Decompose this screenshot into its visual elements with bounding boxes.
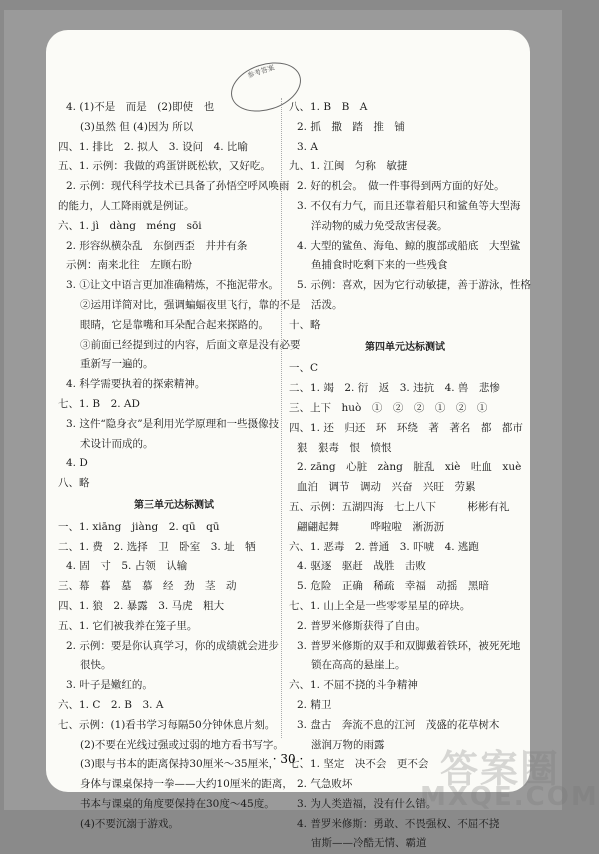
left-answer-line: 3. ①让文中语言更加准确精炼，不拖泥带水。 xyxy=(66,279,279,292)
right-answer-line: 3. 普罗米修斯的双手和双脚戴着铁环，被死死地 xyxy=(297,639,521,652)
right-answer-line: 五、示例：五湖四海 七上八下 彬彬有礼 xyxy=(289,500,510,513)
right-answer-line: 3. 为人类造福，没有什么错。 xyxy=(297,797,437,810)
left-answer-line: 4. 科学需要执着的探索精神。 xyxy=(66,378,206,391)
right-answer-line: 2. 精卫 xyxy=(297,698,332,711)
right-answer-line: 5. 示例：喜欢，因为它行动敏捷，善于游泳，性格 xyxy=(297,279,531,292)
right-answer-line: 5. 危险 正确 稀疏 幸福 动摇 黑暗 xyxy=(297,580,489,593)
left-answer-line: 六、1. C 2. B 3. A xyxy=(58,698,164,711)
left-answer-line: 一、1. xiāng jiàng 2. qū qū xyxy=(58,520,220,533)
left-answer-line: 四、1. 排比 2. 拟人 3. 设问 4. 比喻 xyxy=(58,140,248,153)
right-section-heading: 第四单元达标测试 xyxy=(365,341,445,353)
left-answer-line: 重新写一遍的。 xyxy=(80,358,154,371)
left-answer-line: 示例：南来北往 左顾右盼 xyxy=(66,259,192,272)
left-answer-line: 五、1. 示例：我做的鸡蛋饼既松软，又好吃。 xyxy=(58,160,271,173)
right-answer-line: 六、1. 恶毒 2. 普通 3. 吓唬 4. 逃跑 xyxy=(289,540,479,553)
right-answer-line: 一、C xyxy=(289,362,319,375)
right-answer-line: 2. zāng 心脏 zàng 脏乱 xiè 吐血 xuè xyxy=(297,461,522,474)
left-answer-line: 很快。 xyxy=(80,659,112,672)
left-answer-line: (3)眼与书本的距离保持30厘米～35厘米， xyxy=(80,758,280,771)
right-answer-line: 十、略 xyxy=(289,318,321,331)
right-answer-line: 4. 普罗米修斯：勇敢、不畏强权、不屈不挠 xyxy=(297,817,500,830)
right-answer-line: 2. 好的机会。 做一件事得到两方面的好处。 xyxy=(297,180,505,193)
right-answer-line: 九、1. 江闽 匀称 敏捷 xyxy=(289,160,408,173)
left-answer-line: 4. (1)不是 而是 (2)即使 也 xyxy=(66,101,215,113)
left-column xyxy=(58,98,301,834)
right-answer-line: 鱼捕食时吃剩下来的一些残食 xyxy=(311,259,448,272)
watermark-logo: 答案圈 xyxy=(440,747,561,791)
right-answer-line: 洋动物的威力免受敌害侵袭。 xyxy=(311,219,448,232)
right-answer-line: 宙斯——冷酷无情、霸道 xyxy=(311,837,427,850)
left-answer-line: 七、示例：(1)看书学习每隔50分钟休息片刻。 xyxy=(58,718,276,731)
left-answer-line: 眼睛，它是靠嘴和耳朵配合起来探路的。 xyxy=(80,318,269,331)
column-divider xyxy=(281,98,282,738)
left-answer-line: 2. 示例：现代科学技术已具备了孙悟空呼风唤雨 xyxy=(66,180,290,193)
right-answer-line: 2. 普罗米修斯获得了自由。 xyxy=(297,619,426,632)
right-answer-line: 二、1. 竭 2. 衍 返 3. 违抗 4. 兽 悲惨 xyxy=(289,382,500,395)
left-answer-line: 二、1. 费 2. 选择 卫 卧室 3. 址 牺 xyxy=(58,540,256,553)
answer-stamp: 参考答案 xyxy=(225,54,308,120)
left-answer-line: 五、1. 它们被我养在笼子里。 xyxy=(58,619,198,632)
left-answer-line: ②运用详简对比，强调蝙蝠夜里飞行，靠的不是 xyxy=(80,298,301,311)
left-answer-line: 的能力，人工降雨就是例证。 xyxy=(58,199,195,212)
right-answer-line: 4. 驱逐 驱赶 战胜 击败 xyxy=(297,560,426,573)
left-answer-line: 3. 叶子是嫩红的。 xyxy=(66,679,153,692)
left-answer-line: 2. 形容纵横杂乱 东倒西歪 井井有条 xyxy=(66,239,248,252)
right-answer-line: 2. 气急败坏 xyxy=(297,778,353,791)
right-answer-line: 4. 大型的鲨鱼、海龟、鲸的腹部或船底 大型鲨 xyxy=(297,239,521,252)
right-answer-line: 3. 盘古 奔流不息的江河 茂盛的花草树木 xyxy=(297,718,500,731)
left-answer-line: 书本与课桌的角度要保持在30度～45度。 xyxy=(80,797,275,810)
left-answer-line: 4. 固 寸 5. 占领 认输 xyxy=(66,560,188,573)
left-answer-line: 四、1. 狼 2. 暴露 3. 马虎 粗大 xyxy=(58,599,225,612)
right-answer-line: 八、1. B B A xyxy=(289,101,368,113)
right-answer-line: 3. 不仅有力气，而且还靠着船只和鲨鱼等大型海 xyxy=(297,199,521,212)
right-answer-line: 2. 抓 撒 踏 推 铺 xyxy=(297,120,405,133)
left-section-heading: 第三单元达标测试 xyxy=(134,499,214,511)
page-background xyxy=(4,10,562,850)
left-answer-line: 4. D xyxy=(66,457,88,470)
right-answer-line: 四、1. 还 归还 环 环绕 著 著名 都 都市 xyxy=(289,421,523,434)
right-answer-line: 七、1. 山上全是一些零零星星的碎块。 xyxy=(289,599,471,612)
right-answer-line: 锁在高高的悬崖上。 xyxy=(311,659,406,672)
left-answer-line: ③前面已经提到过的内容，后面文章是没有必要 xyxy=(80,338,301,351)
watermark-url: MXQE.COM xyxy=(420,782,599,812)
left-answer-line: (4)不要沉溺于游戏。 xyxy=(80,817,179,830)
left-answer-line: 六、1. jì dàng méng sōi xyxy=(58,219,202,232)
right-answer-line: 3. A xyxy=(297,140,318,153)
right-answer-line: 三、上下 huò ① ② ② ① ② ① xyxy=(289,401,488,414)
right-answer-line: 七、1. 坚定 决不会 更不会 xyxy=(289,758,429,771)
left-answer-line: 八、略 xyxy=(58,477,90,490)
page-number: · 30 · xyxy=(272,752,304,766)
left-answer-line: (2)不要在光线过强或过弱的地方看书写字。 xyxy=(80,738,284,751)
left-answer-line: 2. 示例：要是你认真学习，你的成绩就会进步 xyxy=(66,639,279,652)
left-answer-line: 三、幕 暮 墓 慕 经 劲 茎 动 xyxy=(58,580,237,593)
right-answer-line: 滋润万物的雨露 xyxy=(311,738,385,751)
left-answer-line: 身体与课桌保持一拳——大约10厘米的距离， xyxy=(80,778,293,791)
left-answer-line: (3)虽然 但 (4)因为 所以 xyxy=(80,120,194,133)
right-answer-line: 活泼。 xyxy=(311,298,343,311)
right-answer-line: 狠 狠毒 恨 愤恨 xyxy=(297,441,392,454)
left-answer-line: 七、1. B 2. AD xyxy=(58,397,140,410)
right-answer-line: 六、1. 不屈不挠的斗争精神 xyxy=(289,679,418,692)
right-answer-line: 血泊 调节 调动 兴奋 兴旺 劳累 xyxy=(297,481,476,494)
right-answer-line: 翩翩起舞 哗啦啦 淅沥沥 xyxy=(297,520,444,533)
left-answer-line: 术设计而成的。 xyxy=(80,437,154,450)
left-answer-line: 3. 这件“隐身衣”是利用光学原理和一些摄像技 xyxy=(66,417,280,430)
